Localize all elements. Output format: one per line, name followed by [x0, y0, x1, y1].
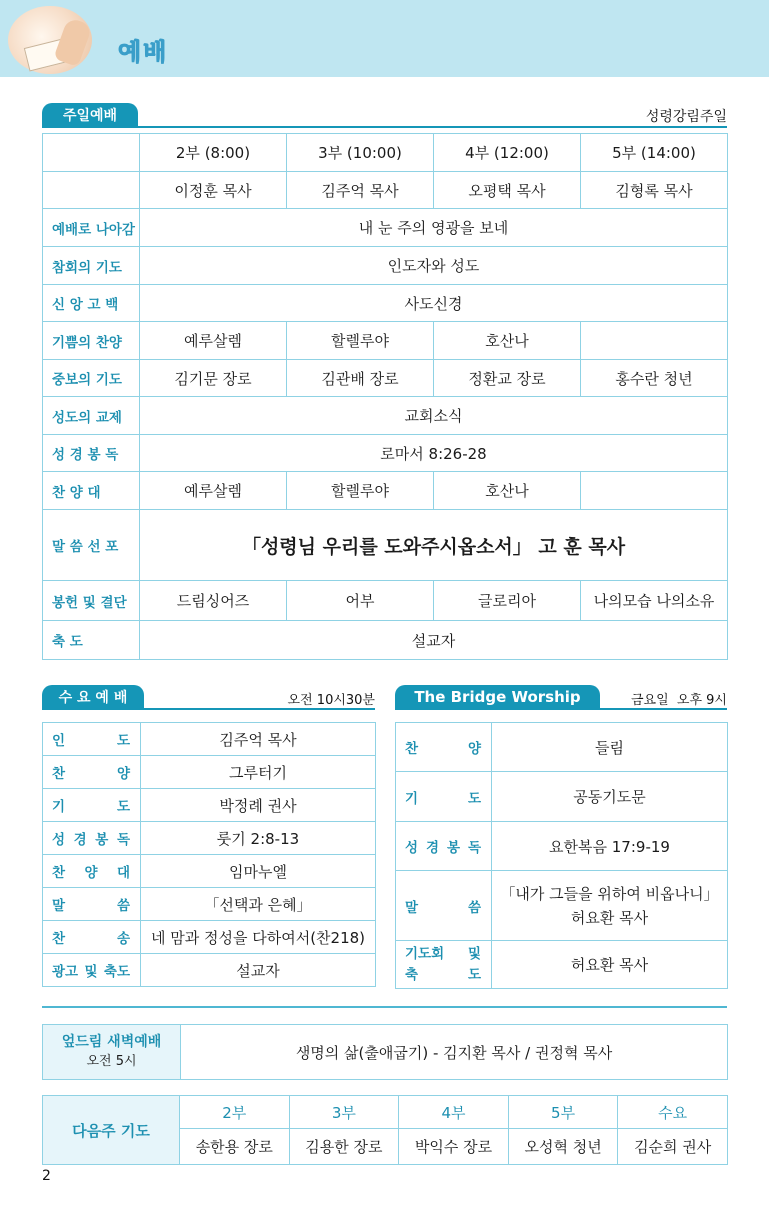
section-header: [0, 0, 769, 77]
row-cell: 호산나: [434, 322, 581, 360]
table-row: [43, 285, 728, 322]
dawn-worship-table: [42, 1024, 728, 1080]
row-cell: 홍수란 청년: [581, 360, 728, 397]
table-row: [43, 581, 728, 621]
row-value: 인도자와 성도: [140, 247, 728, 285]
row-value: 허요환 목사: [492, 941, 728, 989]
row-value: 설교자: [141, 954, 376, 987]
row-value: 내 눈 주의 영광을 보네: [140, 209, 728, 247]
service-time: 2부 (8:00): [140, 134, 287, 172]
table-row: [43, 921, 376, 954]
row-value: 임마누엘: [141, 855, 376, 888]
row-label: 찬 송: [43, 921, 141, 954]
pastor-name: 이정훈 목사: [140, 172, 287, 209]
prayer-name: 송한용 장로: [180, 1129, 290, 1165]
corner-cell: [43, 134, 140, 172]
sunday-tab-line: [42, 126, 727, 128]
row-label: 축 도: [43, 621, 140, 660]
wednesday-worship-table: [42, 722, 376, 987]
row-label: 기쁨의 찬양: [43, 322, 140, 360]
row-value: 공동기도문: [492, 772, 728, 822]
row-value: 로마서 8:26-28: [140, 435, 728, 472]
row-label: 참회의 기도: [43, 247, 140, 285]
row-value: 「선택과 은혜」: [141, 888, 376, 921]
row-label: 성 경 봉 독: [396, 822, 492, 871]
row-cell: 예루살렘: [140, 472, 287, 510]
table-row: [396, 723, 728, 772]
praying-hand-icon: [53, 17, 92, 67]
row-value: 요한복음 17:9-19: [492, 822, 728, 871]
row-label: 예배로 나아감: [43, 209, 140, 247]
table-row: [43, 1025, 728, 1080]
pastor-name: 오평택 목사: [434, 172, 581, 209]
table-row: [43, 789, 376, 822]
table-row: [43, 472, 728, 510]
table-row: [396, 941, 728, 989]
dawn-title: 엎드림 새벽예배: [61, 1034, 162, 1050]
row-label: 기 도: [396, 772, 492, 822]
row-label: 인 도: [43, 723, 141, 756]
row-cell: [581, 322, 728, 360]
prayer-name: 오성혁 청년: [508, 1129, 618, 1165]
bridge-worship-table: [395, 722, 728, 989]
row-value: 그루터기: [141, 756, 376, 789]
row-label: 신 앙 고 백: [43, 285, 140, 322]
service-header-row: [43, 134, 728, 172]
table-row: [43, 888, 376, 921]
row-label: 봉헌 및 결단: [43, 581, 140, 621]
table-row: [43, 756, 376, 789]
wednesday-tab-line: [42, 708, 375, 710]
row-label: 말 씀: [396, 871, 492, 941]
table-row: [43, 209, 728, 247]
row-label: 찬 양 대: [43, 855, 141, 888]
bridge-worship-tab: The Bridge Worship: [395, 685, 600, 709]
row-label: 말 씀: [43, 888, 141, 921]
row-label: 찬 양: [396, 723, 492, 772]
table-row: [43, 1096, 728, 1129]
row-label: 성 경 봉 독: [43, 822, 141, 855]
dawn-time: 오전 5시: [86, 1054, 137, 1069]
service-time: 4부 (12:00): [434, 134, 581, 172]
sunday-worship-table: [42, 133, 728, 660]
sunday-worship-tab: 주일예배: [42, 103, 138, 127]
row-label: 성 경 봉 독: [43, 435, 140, 472]
row-cell: 김관배 장로: [287, 360, 434, 397]
sermon-title: 「내가 그들을 위하여 비옵나니」: [500, 884, 719, 903]
service-header: 2부: [180, 1096, 290, 1129]
bridge-note: 금요일 오후 9시: [630, 693, 727, 708]
corner-cell: [43, 172, 140, 209]
row-label: 말 씀 선 포: [43, 510, 140, 581]
pastor-name: 김형록 목사: [581, 172, 728, 209]
row-label: 기 도: [43, 789, 141, 822]
row-label: 성도의 교제: [43, 397, 140, 435]
pastor-row: [43, 172, 728, 209]
table-row: [396, 871, 728, 941]
row-value: [492, 871, 728, 941]
row-label: 중보의 기도: [43, 360, 140, 397]
row-cell: 호산나: [434, 472, 581, 510]
row-cell: 할렐루야: [287, 322, 434, 360]
prayer-name: 김용한 장로: [289, 1129, 399, 1165]
page-title: 예배: [118, 38, 169, 66]
table-row: [43, 435, 728, 472]
table-row: [396, 772, 728, 822]
label-line: 축 도: [405, 966, 481, 983]
row-cell: 예루살렘: [140, 322, 287, 360]
row-cell: 할렐루야: [287, 472, 434, 510]
row-value: 들림: [492, 723, 728, 772]
page-number: 2: [42, 1168, 51, 1184]
section-divider: [42, 1006, 727, 1008]
pastor-name: 김주억 목사: [287, 172, 434, 209]
row-value: 룻기 2:8-13: [141, 822, 376, 855]
row-value: 네 맘과 정성을 다하여서(찬218): [141, 921, 376, 954]
wednesday-note: 오전 10시30분: [287, 693, 375, 708]
row-label: 광고 및 축도: [43, 954, 141, 987]
next-week-prayer-table: [42, 1095, 728, 1165]
dawn-label-cell: [43, 1025, 181, 1080]
preacher-name: 허요환 목사: [570, 908, 649, 927]
prayer-name: 박익수 장로: [399, 1129, 509, 1165]
wednesday-worship-tab: 수 요 예 배: [42, 685, 144, 709]
service-header: 수요: [618, 1096, 728, 1129]
table-row: [43, 322, 728, 360]
prayer-name: 김순희 권사: [618, 1129, 728, 1165]
table-row: [43, 510, 728, 581]
row-cell: 김기문 장로: [140, 360, 287, 397]
table-row: [43, 723, 376, 756]
row-cell: [581, 472, 728, 510]
row-label: 찬 양 대: [43, 472, 140, 510]
sunday-note: 성령강림주일: [645, 109, 727, 125]
row-value: 교회소식: [140, 397, 728, 435]
row-label: [396, 941, 492, 989]
table-row: [396, 822, 728, 871]
next-week-label: 다음주 기도: [43, 1096, 180, 1165]
row-cell: 글로리아: [434, 581, 581, 621]
table-row: [43, 855, 376, 888]
table-row: [43, 360, 728, 397]
table-row: [43, 822, 376, 855]
table-row: [43, 954, 376, 987]
row-label: 찬 양: [43, 756, 141, 789]
service-header: 4부: [399, 1096, 509, 1129]
row-value: 사도신경: [140, 285, 728, 322]
row-cell: 드림싱어즈: [140, 581, 287, 621]
table-row: [43, 397, 728, 435]
table-row: [43, 621, 728, 660]
praying-hands-bible-logo: [8, 6, 92, 74]
row-value: 박정례 권사: [141, 789, 376, 822]
row-cell: 정환교 장로: [434, 360, 581, 397]
dawn-value: 생명의 삶(출애굽기) - 김지환 목사 / 권정혁 목사: [181, 1025, 728, 1080]
service-time: 3부 (10:00): [287, 134, 434, 172]
sermon-title: 「성령님 우리를 도와주시옵소서」 고 훈 목사: [140, 510, 728, 581]
table-row: [43, 247, 728, 285]
row-cell: 어부: [287, 581, 434, 621]
row-value: 설교자: [140, 621, 728, 660]
row-value: 김주억 목사: [141, 723, 376, 756]
service-header: 5부: [508, 1096, 618, 1129]
bridge-tab-line: [395, 708, 727, 710]
service-header: 3부: [289, 1096, 399, 1129]
service-time: 5부 (14:00): [581, 134, 728, 172]
label-line: 기도회 및: [405, 945, 481, 962]
row-cell: 나의모습 나의소유: [581, 581, 728, 621]
